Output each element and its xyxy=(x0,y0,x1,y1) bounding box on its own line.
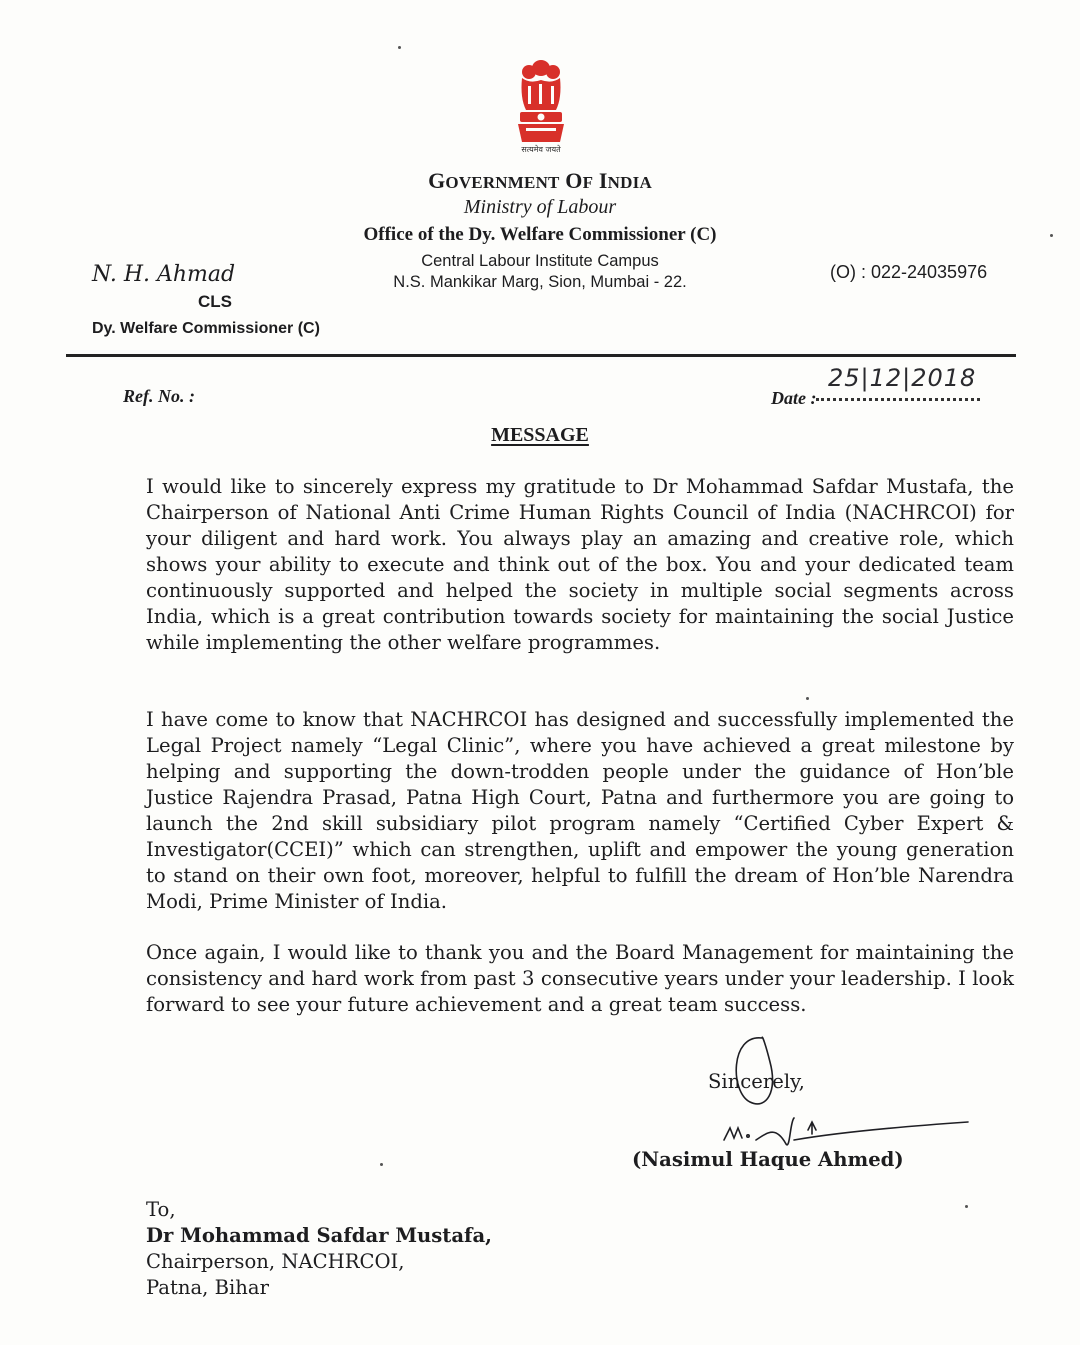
campus-line: Central Labour Institute Campus xyxy=(421,252,659,270)
address-line: N.S. Mankikar Marg, Sion, Mumbai - 22. xyxy=(393,273,687,291)
emblem-motto: सत्यमेव जयते xyxy=(521,145,561,154)
government-title: GOVERNMENT OF INDIA xyxy=(428,168,652,193)
recipient-name: Dr Mohammad Safdar Mustafa, xyxy=(146,1224,492,1247)
handwritten-date: 25|12|2018 xyxy=(828,364,977,392)
ministry-name: Ministry of Labour xyxy=(463,196,617,218)
recipient-to-label: To, xyxy=(146,1198,176,1221)
body-paragraph: I would like to sincerely express my gratitude to Dr Mohammad Safdar Mustafa, the Chairperson of National Anti Crime Human Rights Council of India (NACHRCOI) for your diligent and hard work. You always play an amazing and creative role, which shows your ability to execute and think out of the box. You and your dedicated team continuously supported and helped the society in multiple social segments across India, which is a great contribution towards society for maintaining the social Justice while implementing the other welfare programmes. xyxy=(146,475,1014,654)
message-heading: MESSAGE xyxy=(491,424,589,446)
body-paragraph: I have come to know that NACHRCOI has designed and successfully implemented the Legal Project namely “Legal Clinic”, where you have achieved a great milestone by helping and supporting the down-trodden people under the guidance of Hon’ble Justice Rajendra Prasad, Patna High Court, Patna and furthermore you are going to launch the 2nd skill subsidiary pilot program namely “Certified Cyber Expert & Investigator(CCEI)” which can strengthen, uplift and empower the young generation to stand on their own foot, moreover, helpful to fulfill the dream of Hon’ble Narendra Modi, Prime Minister of India. xyxy=(146,708,1014,913)
signer-name: (Nasimul Haque Ahmed) xyxy=(632,1148,904,1171)
letterhead-divider xyxy=(66,354,1016,357)
scan-speck xyxy=(965,1205,968,1208)
office-name: Office of the Dy. Welfare Commissioner (C) xyxy=(363,224,717,245)
scan-speck xyxy=(398,46,401,49)
officer-name: N. H. Ahmad xyxy=(92,262,236,287)
recipient-role: Chairperson, NACHRCOI, xyxy=(146,1250,405,1273)
scan-speck xyxy=(806,697,809,700)
ref-number-label: Ref. No. : xyxy=(123,386,195,406)
scan-speck xyxy=(1050,234,1053,237)
date-label: Date : xyxy=(771,388,817,408)
office-phone: (O) : 022-24035976 xyxy=(830,262,988,282)
officer-service: CLS xyxy=(198,292,232,311)
closing-salutation: Sincerely, xyxy=(708,1070,805,1093)
recipient-place: Patna, Bihar xyxy=(146,1276,269,1299)
officer-title: Dy. Welfare Commissioner (C) xyxy=(92,320,320,337)
body-paragraph: Once again, I would like to thank you and the Board Management for maintaining the consistency and hard work from past 3 consecutive years under your leadership. I look forward to see your future achievement and a great team success. xyxy=(146,941,1014,1016)
scan-speck xyxy=(380,1163,383,1166)
